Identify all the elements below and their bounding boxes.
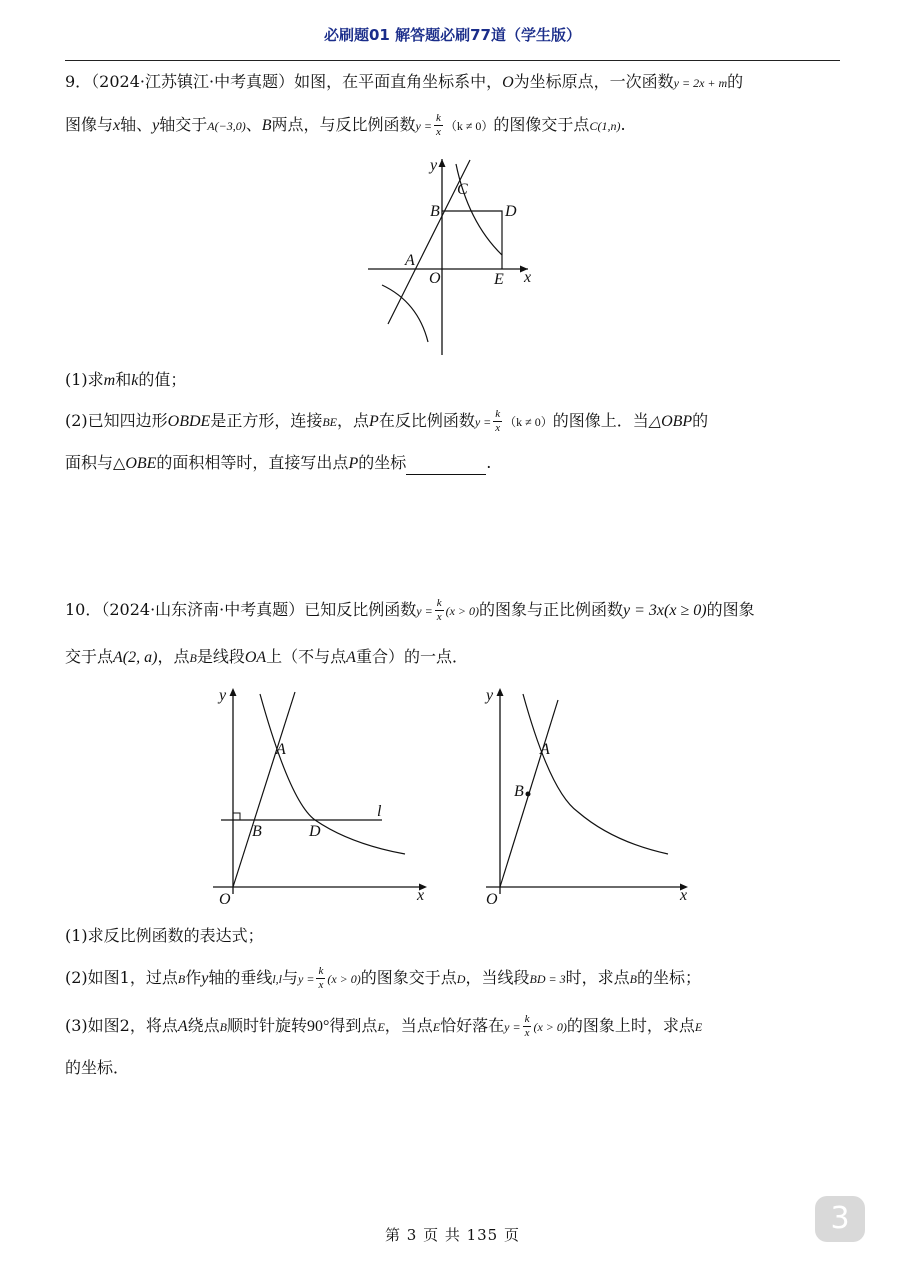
q9-text: 面积与△ [65,453,126,472]
q10-condition: (x > 0) [327,972,361,986]
q10-fig2-hyperbola [523,694,668,854]
q10-y-eq: y = [504,1020,521,1034]
q10-text: 上（不与点 [266,647,347,666]
q10-text: 是线段 [196,647,245,666]
q10-figure-2 [478,682,698,912]
q10-a-symbol: A [177,1018,188,1035]
q9-text: 是正方形，连接 [210,411,323,430]
q9-origin-symbol: O [502,74,514,91]
q9-text: 的图像交于点 [493,115,590,134]
q9-text: 的 [692,411,709,430]
q10-text: 作 [185,968,202,987]
q10-fig1-right-angle [233,813,240,820]
q10-text: (3)如图2，将点 [65,1016,178,1035]
q9-label-o: O [429,270,441,287]
q10-line-1 [65,598,755,623]
q9-text: 的坐标 [358,453,407,472]
q9-label-y: y [430,157,438,174]
q10-e-symbol: E [694,1020,703,1034]
q10-part-2 [65,966,701,991]
q10-fig1-label-y: y [219,687,227,704]
q9-label-b: B [430,203,440,220]
header-divider [65,60,840,61]
q10-degree: 90° [307,1018,330,1035]
q9-label-a: A [405,252,415,269]
q9-linear-function: y = 2x + m [673,76,728,90]
q10-text: 的坐标． [65,1058,130,1077]
q9-condition: （k ≠ 0） [504,415,553,429]
q9-be-symbol: BE [322,415,338,429]
q9-square-obde [442,211,502,269]
q10-text: 的图象 [706,600,755,619]
q10-text: 恰好落在 [440,1016,505,1035]
q10-text: ，当线段 [465,968,530,987]
q10-text: 重合）的一点． [355,647,468,666]
q10-fig1-label-d: D [309,823,321,840]
q10-text: 与 [282,968,299,987]
q10-text: 的坐标； [636,968,701,987]
q9-answer-blank[interactable] [406,458,486,475]
q9-y-symbol: y [152,117,160,134]
q10-fig1-line-y3x [233,692,295,887]
q9-source: 9．（2024·江苏镇江·中考真题）如图，在平面直角坐标系中， [65,72,503,91]
q10-d-symbol: D [456,972,466,986]
q10-text: 顺时针旋转 [227,1016,308,1035]
q10-l-symbol: l,l [272,972,283,986]
q10-fig2-label-x: x [680,887,688,904]
q10-line-2 [65,646,468,669]
q9-point-a: A(−3,0) [207,119,246,133]
q10-source: 10．（2024·山东济南·中考真题）已知反比例函数 [65,600,417,619]
q10-point-a: A(2, a) [113,649,158,666]
q10-fraction-k-over-x: $\frac{k}{x}$ [436,597,442,623]
q9-text: 在反比例函数 [378,411,475,430]
q10-fig2-y-arrow [497,688,504,696]
q9-point-c: C(1,n) [589,119,621,133]
q10-text: (2)如图1，过点 [65,968,178,987]
q9-y-axis-arrow [439,159,446,167]
q10-fig2-point-b [526,792,531,797]
q9-line-2 [65,113,626,138]
q10-fig2-label-y: y [486,687,494,704]
q10-condition: (x > 0) [533,1020,567,1034]
q9-text: 的图像上．当 [552,411,649,430]
q9-part-2-line-1 [65,409,708,434]
q10-part-3-line-1 [65,1014,702,1039]
q10-text: ，点 [157,647,190,666]
q10-figure-1 [205,682,435,912]
q10-fig2-label-o: O [486,891,498,908]
q9-text: 轴、 [120,115,153,134]
q10-proportional-function: y = 3x(x ≥ 0) [623,602,707,619]
q9-figure [360,152,550,362]
q9-text: 为坐标原点，一次函数 [513,72,674,91]
q9-text: 的面积相等时，直接写出点 [156,453,349,472]
q9-y-eq: y = [474,415,492,429]
q10-fig2-label-b: B [514,783,524,800]
q10-b-symbol: B [189,651,197,665]
q10-text: 交于点 [65,647,114,666]
q10-b-symbol: B [219,1020,227,1034]
q10-text: 的图象与正比例函数 [479,600,624,619]
q10-e-symbol: E [377,1020,385,1034]
q9-line-1 [65,71,743,94]
q10-fraction-2: $\frac{k}{x}$ [318,965,324,991]
q9-text: (1)求 [65,370,104,389]
q9-fraction-k-over-x: $\frac{k}{x}$ [435,112,441,138]
q9-text: 的值； [138,370,187,389]
q9-text: . [620,115,626,134]
q9-m-symbol: m [103,372,116,389]
q9-y-eq: y = [415,119,432,133]
q9-triangle-obp: △OBP [648,413,693,430]
q10-text: 的图象上时，求点 [566,1016,695,1035]
q10-fig1-label-a: A [276,741,286,758]
q10-fig1-label-o: O [219,891,231,908]
q9-k-symbol: k [131,372,139,389]
q10-y-eq: y = [416,604,433,618]
header-title: 必刷题01 解答题必刷77道（学生版） [324,26,581,44]
q9-text: 、 [245,115,262,134]
q10-b-symbol: B [629,972,637,986]
q10-a-symbol: A [346,649,356,666]
q10-text: 的图象交于点 [360,968,457,987]
q10-text: (1)求反比例函数的表达式； [65,926,264,945]
q9-p-symbol: P [348,455,359,472]
q9-text: 图像与 [65,115,114,134]
q10-part-3-line-2 [65,1057,129,1079]
q10-text: 得到点 [329,1016,378,1035]
q9-hyperbola-branch-1 [456,164,502,255]
q10-oa-symbol: OA [244,649,267,666]
q9-text: ，点 [337,411,370,430]
q10-y-eq: y = [298,972,315,986]
q9-text: (2)已知四边形 [65,411,168,430]
q9-text: 轴交于 [159,115,208,134]
q10-part-1 [65,925,264,947]
q10-fig1-label-l: l [377,803,382,820]
q9-text: 的 [727,72,744,91]
q9-label-c: C [457,181,468,198]
q9-label-d: D [505,203,517,220]
q10-b-symbol: B [177,972,186,986]
q10-text: 轴的垂线 [208,968,273,987]
q10-bd-eq-3: BD = 3 [529,972,566,986]
q9-label-x: x [524,269,532,286]
q9-hyperbola-branch-2 [382,285,428,342]
q10-fraction-3: $\frac{k}{x}$ [524,1013,530,1039]
q10-fig1-hyperbola [260,694,405,854]
q10-fig1-label-x: x [417,887,425,904]
q10-text: 绕点 [187,1016,220,1035]
page-footer: 第 3 页 共 135 页 [384,1226,520,1244]
q10-fig1-label-b: B [252,823,262,840]
q10-fig1-y-arrow [230,688,237,696]
q9-condition: （k ≠ 0） [444,119,494,133]
q10-text: 时，求点 [565,968,630,987]
q10-e-symbol: E [432,1020,441,1034]
page-number-badge: 3 [815,1196,865,1242]
q10-condition: (x > 0) [445,604,480,618]
q9-obde-symbol: OBDE [167,413,211,430]
q10-y-symbol: y [201,970,209,987]
q9-b-symbol: B [261,117,272,134]
q9-x-symbol: x [113,117,121,134]
q9-part-1 [65,369,186,392]
q9-label-e: E [494,271,504,288]
q9-text: . [486,453,492,472]
q9-part-2-line-2 [65,452,491,475]
q9-obe-symbol: OBE [125,455,157,472]
q9-text: 和 [115,370,132,389]
q9-text: 两点，与反比例函数 [271,115,416,134]
q9-fraction-k-over-x-2: $\frac{k}{x}$ [495,408,501,434]
q9-p-symbol: P [369,413,379,430]
q10-text: ，当点 [384,1016,433,1035]
q10-fig2-label-a: A [540,741,550,758]
